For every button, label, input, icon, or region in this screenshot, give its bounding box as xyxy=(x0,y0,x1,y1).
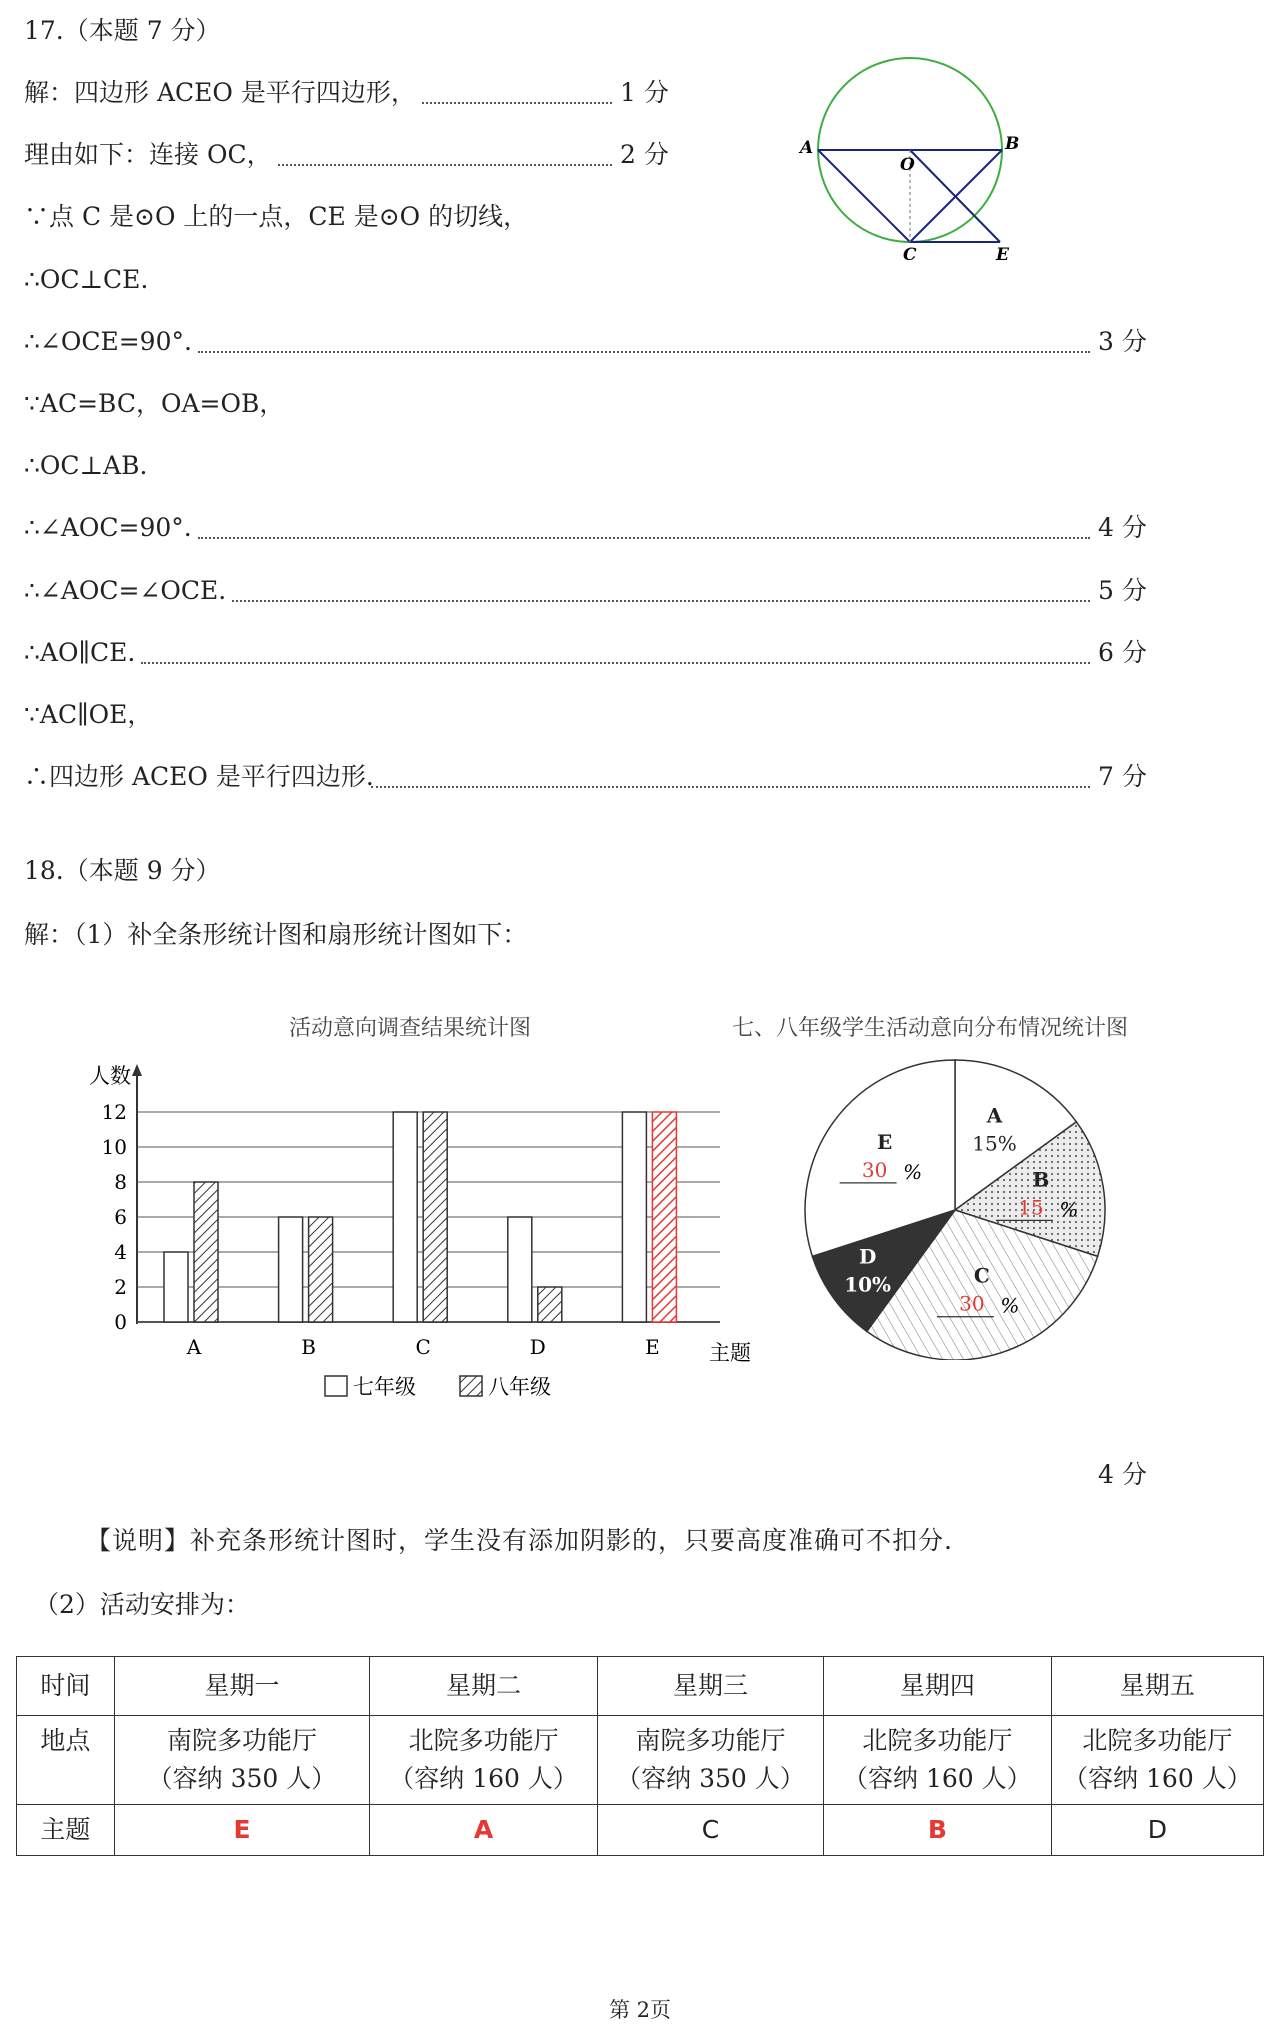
venue-2 xyxy=(370,1716,598,1805)
q17-line-12: ∴四边形 ACEO 是平行四边形. xyxy=(24,762,374,791)
q17-score-5: 3 分 xyxy=(1098,327,1147,356)
q17-line-5: ∴∠OCE=90°. xyxy=(24,327,192,356)
theme-5: D xyxy=(1051,1805,1263,1856)
x-tick-label: D xyxy=(529,1335,546,1359)
table-row-venue xyxy=(17,1716,1264,1805)
bar-chart-title: 活动意向调查结果统计图 xyxy=(288,1016,532,1041)
y-tick-label: 12 xyxy=(101,1100,127,1124)
venue-name: 北院多功能厅 xyxy=(408,1726,559,1755)
score-leader-dots xyxy=(278,164,612,166)
q18-header: 18.（本题 9 分） xyxy=(24,856,221,885)
pie-pct-suffix: % xyxy=(1000,1293,1020,1318)
pie-pct-E: 30 xyxy=(861,1157,888,1182)
y-axis-arrow xyxy=(132,1064,142,1076)
venue-capacity: （容纳 160 人） xyxy=(843,1764,1032,1793)
q17-line-6: ∵AC=BC，OA=OB， xyxy=(24,389,285,418)
bar-grade7-A xyxy=(164,1252,188,1322)
schedule-table xyxy=(16,1656,1264,1856)
y-tick-label: 10 xyxy=(101,1135,127,1159)
pie-label-A: A xyxy=(986,1103,1003,1128)
day-2: 星期二 xyxy=(370,1657,598,1716)
score-leader-dots xyxy=(141,662,1090,664)
theme-1: E xyxy=(114,1805,369,1856)
score-leader-dots xyxy=(198,537,1090,539)
bar-grade8-C xyxy=(423,1112,447,1322)
legend-swatch-grade8 xyxy=(460,1376,482,1396)
q17-score-1: 1 分 xyxy=(620,78,669,107)
row-header-theme: 主题 xyxy=(17,1805,115,1856)
q17-line-10: ∴AO∥CE. xyxy=(24,638,136,667)
q17-score-8: 4 分 xyxy=(1098,513,1147,542)
row-header-time: 时间 xyxy=(17,1657,115,1716)
score-leader-dots xyxy=(371,786,1090,788)
score-leader-dots xyxy=(422,102,612,104)
day-3: 星期三 xyxy=(598,1657,824,1716)
q18-part2: （2）活动安排为： xyxy=(34,1590,250,1619)
pie-label-B: B xyxy=(1032,1167,1050,1192)
q18-part1: 解：（1）补全条形统计图和扇形统计图如下： xyxy=(24,920,528,949)
bar-grade7-B xyxy=(279,1217,303,1322)
pie-pct-suffix: % xyxy=(903,1159,923,1184)
bar-grade7-C xyxy=(393,1112,417,1322)
venue-name: 北院多功能厅 xyxy=(862,1726,1013,1755)
venue-3 xyxy=(598,1716,824,1805)
q17-line-11: ∵AC∥OE， xyxy=(24,700,153,729)
circle-figure xyxy=(795,55,1025,265)
q17-line-4: ∴OC⊥CE. xyxy=(24,265,149,294)
q17-score-9: 5 分 xyxy=(1098,576,1147,605)
theme-2: A xyxy=(370,1805,598,1856)
venue-capacity: （容纳 350 人） xyxy=(616,1764,805,1793)
bar-chart xyxy=(70,1010,770,1400)
table-row-time xyxy=(17,1657,1264,1716)
pie-pct-B: 15 xyxy=(1018,1195,1044,1220)
q17-line-3: ∵点 C 是⊙O 上的一点，CE 是⊙O 的切线， xyxy=(24,202,529,231)
bar-grade8-A xyxy=(194,1182,218,1322)
venue-1 xyxy=(114,1716,369,1805)
label-a: A xyxy=(800,138,814,158)
bar-grade7-D xyxy=(508,1217,532,1322)
y-tick-label: 8 xyxy=(114,1170,127,1194)
q17-score-2: 2 分 xyxy=(620,140,669,169)
charts-score: 4 分 xyxy=(1098,1460,1147,1489)
label-e: E xyxy=(996,245,1009,265)
venue-capacity: （容纳 160 人） xyxy=(1063,1764,1252,1793)
q17-score-10: 6 分 xyxy=(1098,638,1147,667)
label-o: O xyxy=(900,155,915,175)
pie-label-C: C xyxy=(973,1263,990,1288)
y-tick-label: 2 xyxy=(114,1275,127,1299)
day-5: 星期五 xyxy=(1051,1657,1263,1716)
q17-line-8: ∴∠AOC=90°. xyxy=(24,513,192,542)
q17-score-12: 7 分 xyxy=(1098,762,1147,791)
bar-chart-ylabel: 人数 xyxy=(89,1064,131,1088)
venue-5 xyxy=(1051,1716,1263,1805)
theme-4: B xyxy=(823,1805,1051,1856)
pie-pct-suffix: % xyxy=(1059,1197,1079,1222)
x-tick-label: B xyxy=(301,1335,316,1359)
y-tick-label: 6 xyxy=(114,1205,127,1229)
pie-label-D: D xyxy=(858,1244,877,1269)
pie-pct-C: 30 xyxy=(959,1291,985,1316)
pie-chart-title: 七、八年级学生活动意向分布情况统计图 xyxy=(731,1016,1129,1041)
label-c: C xyxy=(903,245,917,265)
bar-grade8-E xyxy=(652,1112,676,1322)
bar-chart-xlabel: 主题 xyxy=(709,1341,751,1365)
bar-grade8-B xyxy=(309,1217,333,1322)
q18-note: 【说明】补充条形统计图时，学生没有添加阴影的，只要高度准确可不扣分. xyxy=(86,1526,953,1555)
venue-4 xyxy=(823,1716,1051,1805)
label-b: B xyxy=(1005,134,1020,154)
pie-pct-A: 15% xyxy=(972,1131,1017,1156)
venue-name: 南院多功能厅 xyxy=(635,1726,786,1755)
day-4: 星期四 xyxy=(823,1657,1051,1716)
page-footer: 第 2页 xyxy=(608,1998,672,2022)
q17-header: 17.（本题 7 分） xyxy=(24,16,221,45)
pie-pct-D: 10% xyxy=(844,1272,892,1297)
y-tick-label: 4 xyxy=(114,1240,127,1264)
venue-capacity: （容纳 160 人） xyxy=(389,1764,578,1793)
venue-capacity: （容纳 350 人） xyxy=(147,1764,337,1793)
pie-chart xyxy=(720,1010,1200,1360)
x-tick-label: E xyxy=(645,1335,660,1359)
q17-line-7: ∴OC⊥AB. xyxy=(24,451,148,480)
row-header-venue: 地点 xyxy=(17,1716,115,1805)
venue-name: 北院多功能厅 xyxy=(1082,1726,1233,1755)
q17-line-2: 理由如下：连接 OC， xyxy=(24,140,272,169)
legend-label: 七年级 xyxy=(353,1375,416,1399)
segment-ac xyxy=(818,150,910,242)
day-1: 星期一 xyxy=(114,1657,369,1716)
q17-line-1: 解：四边形 ACEO 是平行四边形， xyxy=(24,78,416,107)
q17-line-9: ∴∠AOC=∠OCE. xyxy=(24,576,227,605)
legend-swatch-grade7 xyxy=(325,1376,347,1396)
theme-3: C xyxy=(598,1805,824,1856)
bar-grade8-D xyxy=(538,1287,562,1322)
bar-grade7-E xyxy=(622,1112,646,1322)
table-row-theme xyxy=(17,1805,1264,1856)
pie-label-E: E xyxy=(876,1129,893,1154)
x-tick-label: A xyxy=(186,1335,202,1359)
y-tick-label: 0 xyxy=(114,1310,127,1334)
venue-name: 南院多功能厅 xyxy=(166,1726,317,1755)
x-tick-label: C xyxy=(415,1335,431,1359)
legend-label: 八年级 xyxy=(488,1375,551,1399)
score-leader-dots xyxy=(198,351,1090,353)
score-leader-dots xyxy=(232,600,1090,602)
